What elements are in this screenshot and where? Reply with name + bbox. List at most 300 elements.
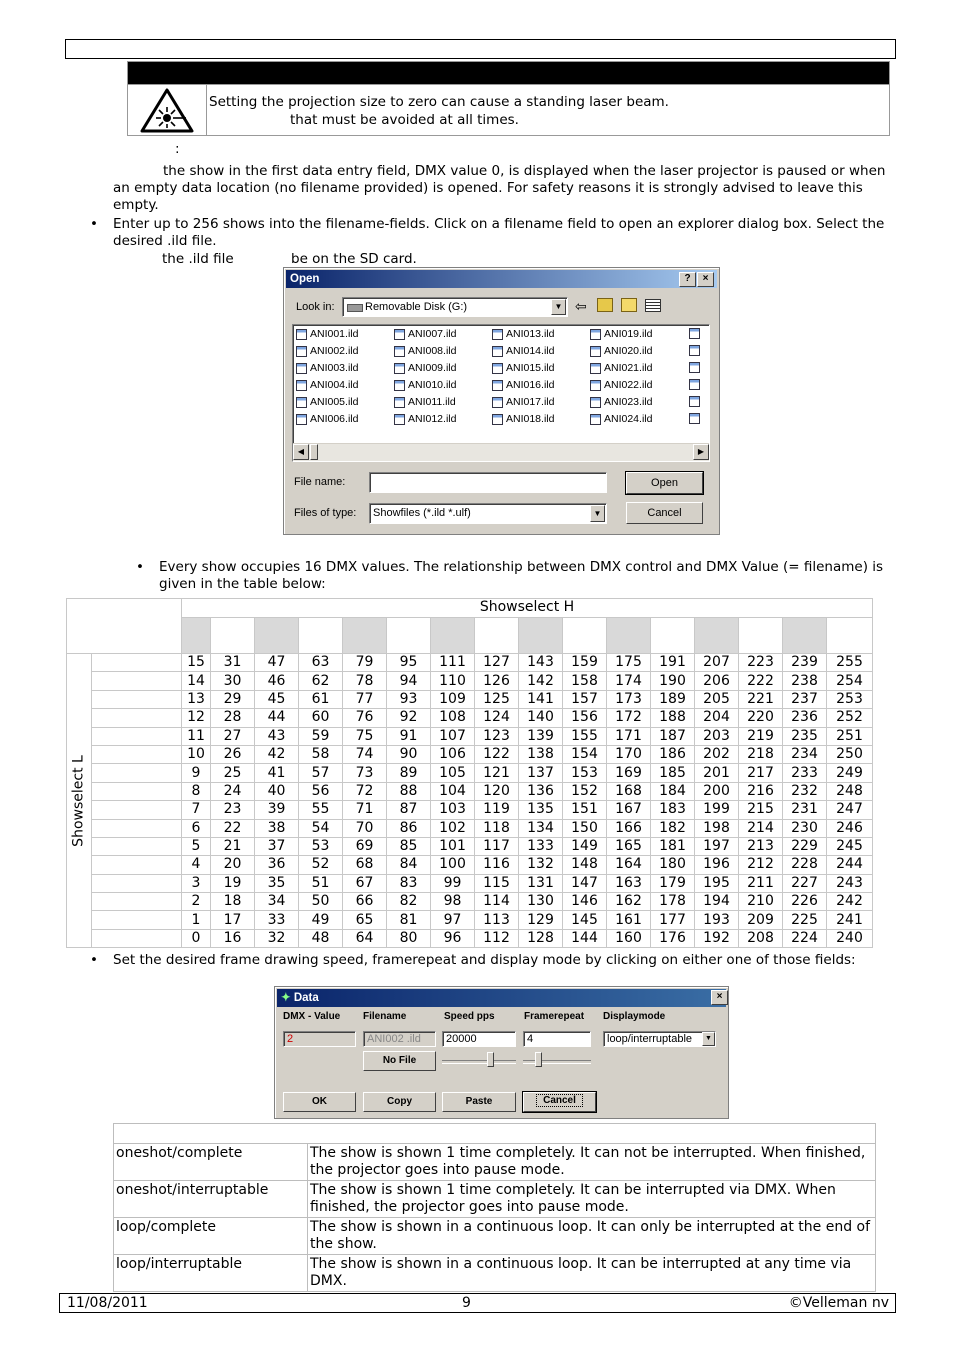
file-item[interactable] [394, 394, 456, 410]
dmx-value-cell: 105 [431, 764, 475, 782]
dmx-value-cell: 39 [255, 801, 299, 819]
table-row [67, 856, 873, 874]
table-row [114, 1144, 876, 1181]
ild-file-icon [689, 413, 700, 424]
dmx-value-cell: 119 [475, 801, 519, 819]
dmx-value-cell: 210 [739, 893, 783, 911]
dmx-value-cell: 84 [387, 856, 431, 874]
file-item[interactable] [590, 377, 652, 393]
dmx-value-cell: 94 [387, 672, 431, 690]
ild-file-icon [394, 414, 405, 425]
dmx-value-cell: 158 [563, 672, 607, 690]
dmx-value-cell: 167 [607, 801, 651, 819]
dmx-value-cell: 249 [827, 764, 873, 782]
lookin-value: Removable Disk (G:) [365, 301, 468, 313]
dmx-value-cell: 206 [695, 672, 739, 690]
scroll-thumb[interactable] [310, 444, 318, 460]
dmx-value-cell: 86 [387, 819, 431, 837]
table-row [67, 874, 873, 892]
file-item[interactable] [492, 343, 554, 359]
file-item[interactable] [296, 360, 358, 376]
row-label-cell [92, 837, 182, 855]
dmx-value-cell: 156 [563, 709, 607, 727]
file-item[interactable] [394, 326, 456, 342]
dmx-value-cell: 245 [827, 837, 873, 855]
dmx-value-cell: 199 [695, 801, 739, 819]
file-name: ANI003.ild [310, 362, 359, 374]
dmx-value-cell: 56 [299, 782, 343, 800]
dmx-value-cell: 197 [695, 837, 739, 855]
file-item[interactable] [394, 411, 456, 427]
dmx-value-cell: 65 [343, 911, 387, 929]
dmx-value-cell: 91 [387, 727, 431, 745]
framerepeat-slider[interactable] [523, 1060, 591, 1064]
dmx-value-cell: 232 [783, 782, 827, 800]
lookin-dropdown-icon[interactable]: ▼ [551, 299, 566, 315]
dmx-value-cell: 18 [211, 893, 255, 911]
colon: : [175, 141, 180, 157]
dmx-value-cell: 184 [651, 782, 695, 800]
dmx-value-cell: 143 [519, 654, 563, 672]
lookin-label: Look in: [296, 301, 335, 313]
ild-file-icon [689, 345, 700, 356]
dmx-value-cell: 28 [211, 709, 255, 727]
file-item[interactable] [492, 394, 554, 410]
file-item[interactable] [590, 411, 652, 427]
dmx-value-cell: 126 [475, 672, 519, 690]
dmx-value-cell: 118 [475, 819, 519, 837]
dmx-value-cell: 2 [182, 893, 211, 911]
open-button[interactable]: Open [626, 472, 703, 494]
dmx-value-cell: 171 [607, 727, 651, 745]
lookin-select[interactable] [342, 297, 568, 317]
data-dialog [274, 986, 729, 1119]
warning-title-bar [128, 62, 889, 84]
file-item[interactable] [394, 377, 456, 393]
note-ild-part2: be on the SD card. [291, 251, 417, 267]
framerepeat-slider-thumb[interactable] [535, 1052, 542, 1067]
row-label-cell [92, 929, 182, 947]
file-item[interactable] [394, 360, 456, 376]
framerepeat-field[interactable]: 4 [523, 1031, 591, 1047]
dmx-value-cell: 160 [607, 929, 651, 947]
dmx-value-cell: 236 [783, 709, 827, 727]
file-item[interactable] [590, 360, 652, 376]
dmx-value-cell: 45 [255, 690, 299, 708]
dmx-value-cell: 237 [783, 690, 827, 708]
dmx-value-cell: 161 [607, 911, 651, 929]
file-list [292, 324, 710, 462]
file-name: ANI013.ild [506, 328, 555, 340]
dmx-value-cell: 20 [211, 856, 255, 874]
dmx-value-cell: 241 [827, 911, 873, 929]
bullet-enter-shows: • Enter up to 256 shows into the filename-fields. Click on a filename field to open an explorer dialog box. Select the desired .ild file. [113, 216, 888, 250]
displaymode-dropdown-icon[interactable]: ▼ [702, 1032, 715, 1046]
dmx-value-cell: 83 [387, 874, 431, 892]
table-row [67, 837, 873, 855]
dmx-value-cell: 25 [211, 764, 255, 782]
showselect-h-subheader [299, 617, 343, 653]
ild-file-icon [296, 414, 307, 425]
row-label-cell [92, 654, 182, 672]
dmx-value-cell: 208 [739, 929, 783, 947]
dmx-value-cell: 82 [387, 893, 431, 911]
dmx-value-cell: 191 [651, 654, 695, 672]
dmx-value-cell: 185 [651, 764, 695, 782]
file-name: ANI005.ild [310, 396, 359, 408]
dmx-value-cell: 111 [431, 654, 475, 672]
mode-description: The show is shown 1 time completely. It can not be interrupted. When finished, the projector goes into pause mode. [308, 1144, 876, 1181]
ild-file-icon [689, 396, 700, 407]
dmx-value-cell: 187 [651, 727, 695, 745]
dmx-value-cell: 114 [475, 893, 519, 911]
dmx-value-cell: 253 [827, 690, 873, 708]
dmx-table [66, 598, 873, 948]
warning-line1: Setting the projection size to zero can cause a standing laser beam. [209, 94, 669, 110]
ild-file-icon [492, 414, 503, 425]
dmx-value-cell: 136 [519, 782, 563, 800]
dmx-value-cell: 204 [695, 709, 739, 727]
ild-file-icon [492, 397, 503, 408]
dmx-value-cell: 89 [387, 764, 431, 782]
file-name: ANI011.ild [408, 396, 456, 408]
dmx-value-cell: 77 [343, 690, 387, 708]
dmx-value-cell: 226 [783, 893, 827, 911]
close-button[interactable]: × [697, 272, 714, 287]
table-row [67, 801, 873, 819]
dmx-value-cell: 95 [387, 654, 431, 672]
dmx-value-cell: 179 [651, 874, 695, 892]
scroll-left-icon[interactable]: ◀ [293, 444, 309, 460]
dmx-value-cell: 120 [475, 782, 519, 800]
note-ild-part1: the .ild file [162, 251, 234, 267]
dmx-value-cell: 29 [211, 690, 255, 708]
dmx-value-cell: 30 [211, 672, 255, 690]
dmx-value-cell: 102 [431, 819, 475, 837]
row-label-cell [92, 709, 182, 727]
data-cancel-button[interactable] [523, 1092, 596, 1112]
dmx-value-cell: 100 [431, 856, 475, 874]
dmx-value-cell: 182 [651, 819, 695, 837]
dmx-value-cell: 51 [299, 874, 343, 892]
open-dialog [283, 267, 720, 535]
ok-button[interactable]: OK [283, 1092, 356, 1112]
file-item[interactable] [296, 377, 358, 393]
dmx-value-cell: 123 [475, 727, 519, 745]
dmx-value-cell: 132 [519, 856, 563, 874]
dmx-value-cell: 93 [387, 690, 431, 708]
dmx-value-cell: 188 [651, 709, 695, 727]
file-name: ANI021.ild [604, 362, 653, 374]
filetype-dropdown-icon[interactable]: ▼ [590, 505, 605, 522]
dmx-value-cell: 164 [607, 856, 651, 874]
dmx-value-cell: 251 [827, 727, 873, 745]
dmx-value-cell: 32 [255, 929, 299, 947]
showselect-l-header [67, 654, 92, 948]
dmx-value-cell: 246 [827, 819, 873, 837]
dmx-value-cell: 240 [827, 929, 873, 947]
dmx-value-cell: 75 [343, 727, 387, 745]
dmx-value-cell: 148 [563, 856, 607, 874]
dmx-value-cell: 151 [563, 801, 607, 819]
dmx-value-cell: 125 [475, 690, 519, 708]
file-item[interactable] [590, 394, 652, 410]
footer-page-number: 9 [462, 1295, 471, 1311]
dmx-value-cell: 5 [182, 837, 211, 855]
dmx-value-cell: 229 [783, 837, 827, 855]
table-row [67, 727, 873, 745]
dmx-value-cell: 172 [607, 709, 651, 727]
table-row [67, 764, 873, 782]
row-label-cell [92, 893, 182, 911]
mode-description: The show is shown in a continuous loop. It can be interrupted at any time via DMX. [308, 1255, 876, 1292]
dmx-value-cell: 176 [651, 929, 695, 947]
ild-file-icon [590, 380, 601, 391]
ild-file-icon [296, 329, 307, 340]
dmx-value-cell: 76 [343, 709, 387, 727]
page-header-box [65, 39, 896, 59]
ild-file-icon [590, 363, 601, 374]
speed-slider-thumb[interactable] [487, 1052, 494, 1067]
dmx-value-cell: 198 [695, 819, 739, 837]
scroll-right-icon[interactable]: ▶ [693, 444, 709, 460]
data-column-header: Speed pps [444, 1011, 495, 1022]
file-name: ANI009.ild [408, 362, 457, 374]
nofile-button[interactable]: No File [363, 1051, 436, 1071]
dmx-value-cell: 122 [475, 745, 519, 763]
file-name: ANI014.ild [506, 345, 555, 357]
ild-file-icon [590, 397, 601, 408]
ild-file-icon [492, 380, 503, 391]
displaymode-value: loop/interruptable [607, 1033, 693, 1045]
dmx-value-cell: 168 [607, 782, 651, 800]
data-close-button[interactable]: × [711, 990, 728, 1005]
dmx-value-cell: 181 [651, 837, 695, 855]
dmx-value-cell: 211 [739, 874, 783, 892]
file-name: ANI001.ild [310, 328, 359, 340]
dmx-value-cell: 157 [563, 690, 607, 708]
dmx-value-cell: 8 [182, 782, 211, 800]
up-folder-icon[interactable] [597, 298, 613, 312]
showselect-h-subheader [827, 617, 873, 653]
dmx-value-cell: 220 [739, 709, 783, 727]
dmx-value-cell: 109 [431, 690, 475, 708]
file-name: ANI020.ild [604, 345, 653, 357]
data-column-header: Displaymode [603, 1011, 666, 1022]
showselect-h-subheader [519, 617, 563, 653]
ild-file-icon [296, 346, 307, 357]
view-menu-icon[interactable] [645, 299, 661, 312]
ild-file-icon [590, 329, 601, 340]
ild-file-icon [689, 328, 700, 339]
ild-file-icon [689, 379, 700, 390]
showselect-h-subheader [651, 617, 695, 653]
dmx-value-cell: 137 [519, 764, 563, 782]
dmx-value-cell: 108 [431, 709, 475, 727]
table-row [114, 1218, 876, 1255]
file-name: ANI002.ild [310, 345, 359, 357]
dmx-value-cell: 235 [783, 727, 827, 745]
table-row [114, 1255, 876, 1292]
file-item[interactable] [296, 394, 358, 410]
dmx-value-cell: 69 [343, 837, 387, 855]
row-label-cell [92, 801, 182, 819]
file-item[interactable] [296, 326, 358, 342]
mode-description: The show is shown 1 time completely. It can be interrupted via DMX. When finished, the projector goes into pause mode. [308, 1181, 876, 1218]
dmx-value-cell: 177 [651, 911, 695, 929]
filetype-select[interactable] [369, 503, 607, 524]
paste-button[interactable]: Paste [442, 1092, 516, 1112]
dmx-value-cell: 92 [387, 709, 431, 727]
table-row [67, 893, 873, 911]
ild-file-icon [492, 363, 503, 374]
mode-name: loop/complete [114, 1218, 308, 1255]
dmx-value-cell: 97 [431, 911, 475, 929]
dmx-value-cell: 67 [343, 874, 387, 892]
table-row [67, 745, 873, 763]
dmx-value-cell: 63 [299, 654, 343, 672]
displaymode-select[interactable] [603, 1031, 716, 1047]
dmx-value-cell: 1 [182, 911, 211, 929]
dmx-value-cell: 103 [431, 801, 475, 819]
dmx-value-cell: 106 [431, 745, 475, 763]
dmx-value-cell: 41 [255, 764, 299, 782]
file-name: ANI004.ild [310, 379, 359, 391]
file-item[interactable] [492, 326, 554, 342]
file-item[interactable] [492, 377, 554, 393]
ild-file-icon [394, 380, 405, 391]
dmx-value-cell: 54 [299, 819, 343, 837]
dmx-value-cell: 26 [211, 745, 255, 763]
dmx-value-cell: 34 [255, 893, 299, 911]
data-title-text: Data [293, 992, 319, 1004]
laser-warning-icon [128, 85, 207, 135]
filename-input[interactable] [369, 472, 607, 493]
dmx-value-cell: 16 [211, 929, 255, 947]
table-row [67, 819, 873, 837]
dmx-value-cell: 43 [255, 727, 299, 745]
dmx-value-cell: 252 [827, 709, 873, 727]
mode-name: oneshot/complete [114, 1144, 308, 1181]
file-item[interactable] [492, 411, 554, 427]
speed-slider[interactable] [442, 1060, 516, 1064]
dmx-value-cell: 243 [827, 874, 873, 892]
cancel-button[interactable]: Cancel [626, 502, 703, 524]
data-column-header: DMX - Value [283, 1011, 341, 1022]
new-folder-icon[interactable] [621, 298, 637, 312]
file-name: ANI010.ild [408, 379, 457, 391]
row-label-cell [92, 856, 182, 874]
file-name: ANI016.ild [506, 379, 555, 391]
speed-field[interactable]: 20000 [442, 1031, 516, 1047]
dmx-value-cell: 173 [607, 690, 651, 708]
dmx-value-cell: 228 [783, 856, 827, 874]
dmx-value-cell: 141 [519, 690, 563, 708]
dmx-value-cell: 37 [255, 837, 299, 855]
data-column-header: Framerepeat [524, 1011, 585, 1022]
back-icon[interactable]: ⇦ [575, 298, 587, 314]
ild-file-icon [296, 397, 307, 408]
dmx-value-cell: 116 [475, 856, 519, 874]
dmx-value-cell: 48 [299, 929, 343, 947]
file-item[interactable] [394, 343, 456, 359]
horizontal-scrollbar[interactable] [293, 443, 709, 461]
dmx-value-cell: 225 [783, 911, 827, 929]
dmx-value-cell: 233 [783, 764, 827, 782]
file-name: ANI022.ild [604, 379, 653, 391]
file-item[interactable] [590, 343, 652, 359]
table-row [67, 709, 873, 727]
dmx-value-cell: 13 [182, 690, 211, 708]
table-row [67, 929, 873, 947]
dmx-value-cell: 194 [695, 893, 739, 911]
dmx-value-cell: 4 [182, 856, 211, 874]
row-label-cell [92, 764, 182, 782]
bullet-dmx-values: • Every show occupies 16 DMX values. The relationship between DMX control and DMX Value (= filename) is given in the table below: [159, 559, 888, 593]
dmx-value-cell: 88 [387, 782, 431, 800]
dmx-value-cell: 216 [739, 782, 783, 800]
dmx-value-cell: 96 [431, 929, 475, 947]
dmx-value-cell: 98 [431, 893, 475, 911]
dmx-value-cell: 115 [475, 874, 519, 892]
table-row [67, 911, 873, 929]
dmx-value-cell: 145 [563, 911, 607, 929]
dmx-value-cell: 195 [695, 874, 739, 892]
filename-field[interactable]: ANI002 .ild [363, 1031, 436, 1047]
dmx-value-cell: 147 [563, 874, 607, 892]
dmx-value-cell: 128 [519, 929, 563, 947]
row-label-cell [92, 727, 182, 745]
dmx-value-cell: 159 [563, 654, 607, 672]
ild-file-icon [394, 329, 405, 340]
dmx-value-cell: 78 [343, 672, 387, 690]
warning-line2: that must be avoided at all times. [290, 112, 519, 128]
help-button[interactable]: ? [679, 272, 696, 287]
dmx-value-cell: 62 [299, 672, 343, 690]
dmx-value-cell: 153 [563, 764, 607, 782]
row-label-cell [92, 745, 182, 763]
dmx-value-cell: 138 [519, 745, 563, 763]
dmx-value-cell: 255 [827, 654, 873, 672]
showselect-h-subheader [343, 617, 387, 653]
dmx-value-cell: 230 [783, 819, 827, 837]
file-item[interactable] [590, 326, 652, 342]
dmx-value-cell: 183 [651, 801, 695, 819]
file-item[interactable] [296, 411, 358, 427]
file-item[interactable] [296, 343, 358, 359]
dmx-value-cell: 81 [387, 911, 431, 929]
warning-box [127, 61, 890, 136]
display-modes-table [113, 1123, 876, 1292]
dmx-value-cell: 139 [519, 727, 563, 745]
dmx-value-cell: 14 [182, 672, 211, 690]
dmx-value-cell: 250 [827, 745, 873, 763]
dmx-value-field: 2 [283, 1031, 356, 1047]
dmx-value-cell: 66 [343, 893, 387, 911]
dmx-value-cell: 113 [475, 911, 519, 929]
copy-button[interactable]: Copy [363, 1092, 436, 1112]
dmx-value-cell: 254 [827, 672, 873, 690]
dmx-value-cell: 99 [431, 874, 475, 892]
open-dialog-title: Open [286, 270, 717, 288]
dmx-value-cell: 0 [182, 929, 211, 947]
dmx-value-cell: 221 [739, 690, 783, 708]
file-item[interactable] [492, 360, 554, 376]
app-icon: ✦ [281, 992, 291, 1004]
dmx-value-cell: 144 [563, 929, 607, 947]
dmx-value-cell: 33 [255, 911, 299, 929]
dmx-value-cell: 142 [519, 672, 563, 690]
